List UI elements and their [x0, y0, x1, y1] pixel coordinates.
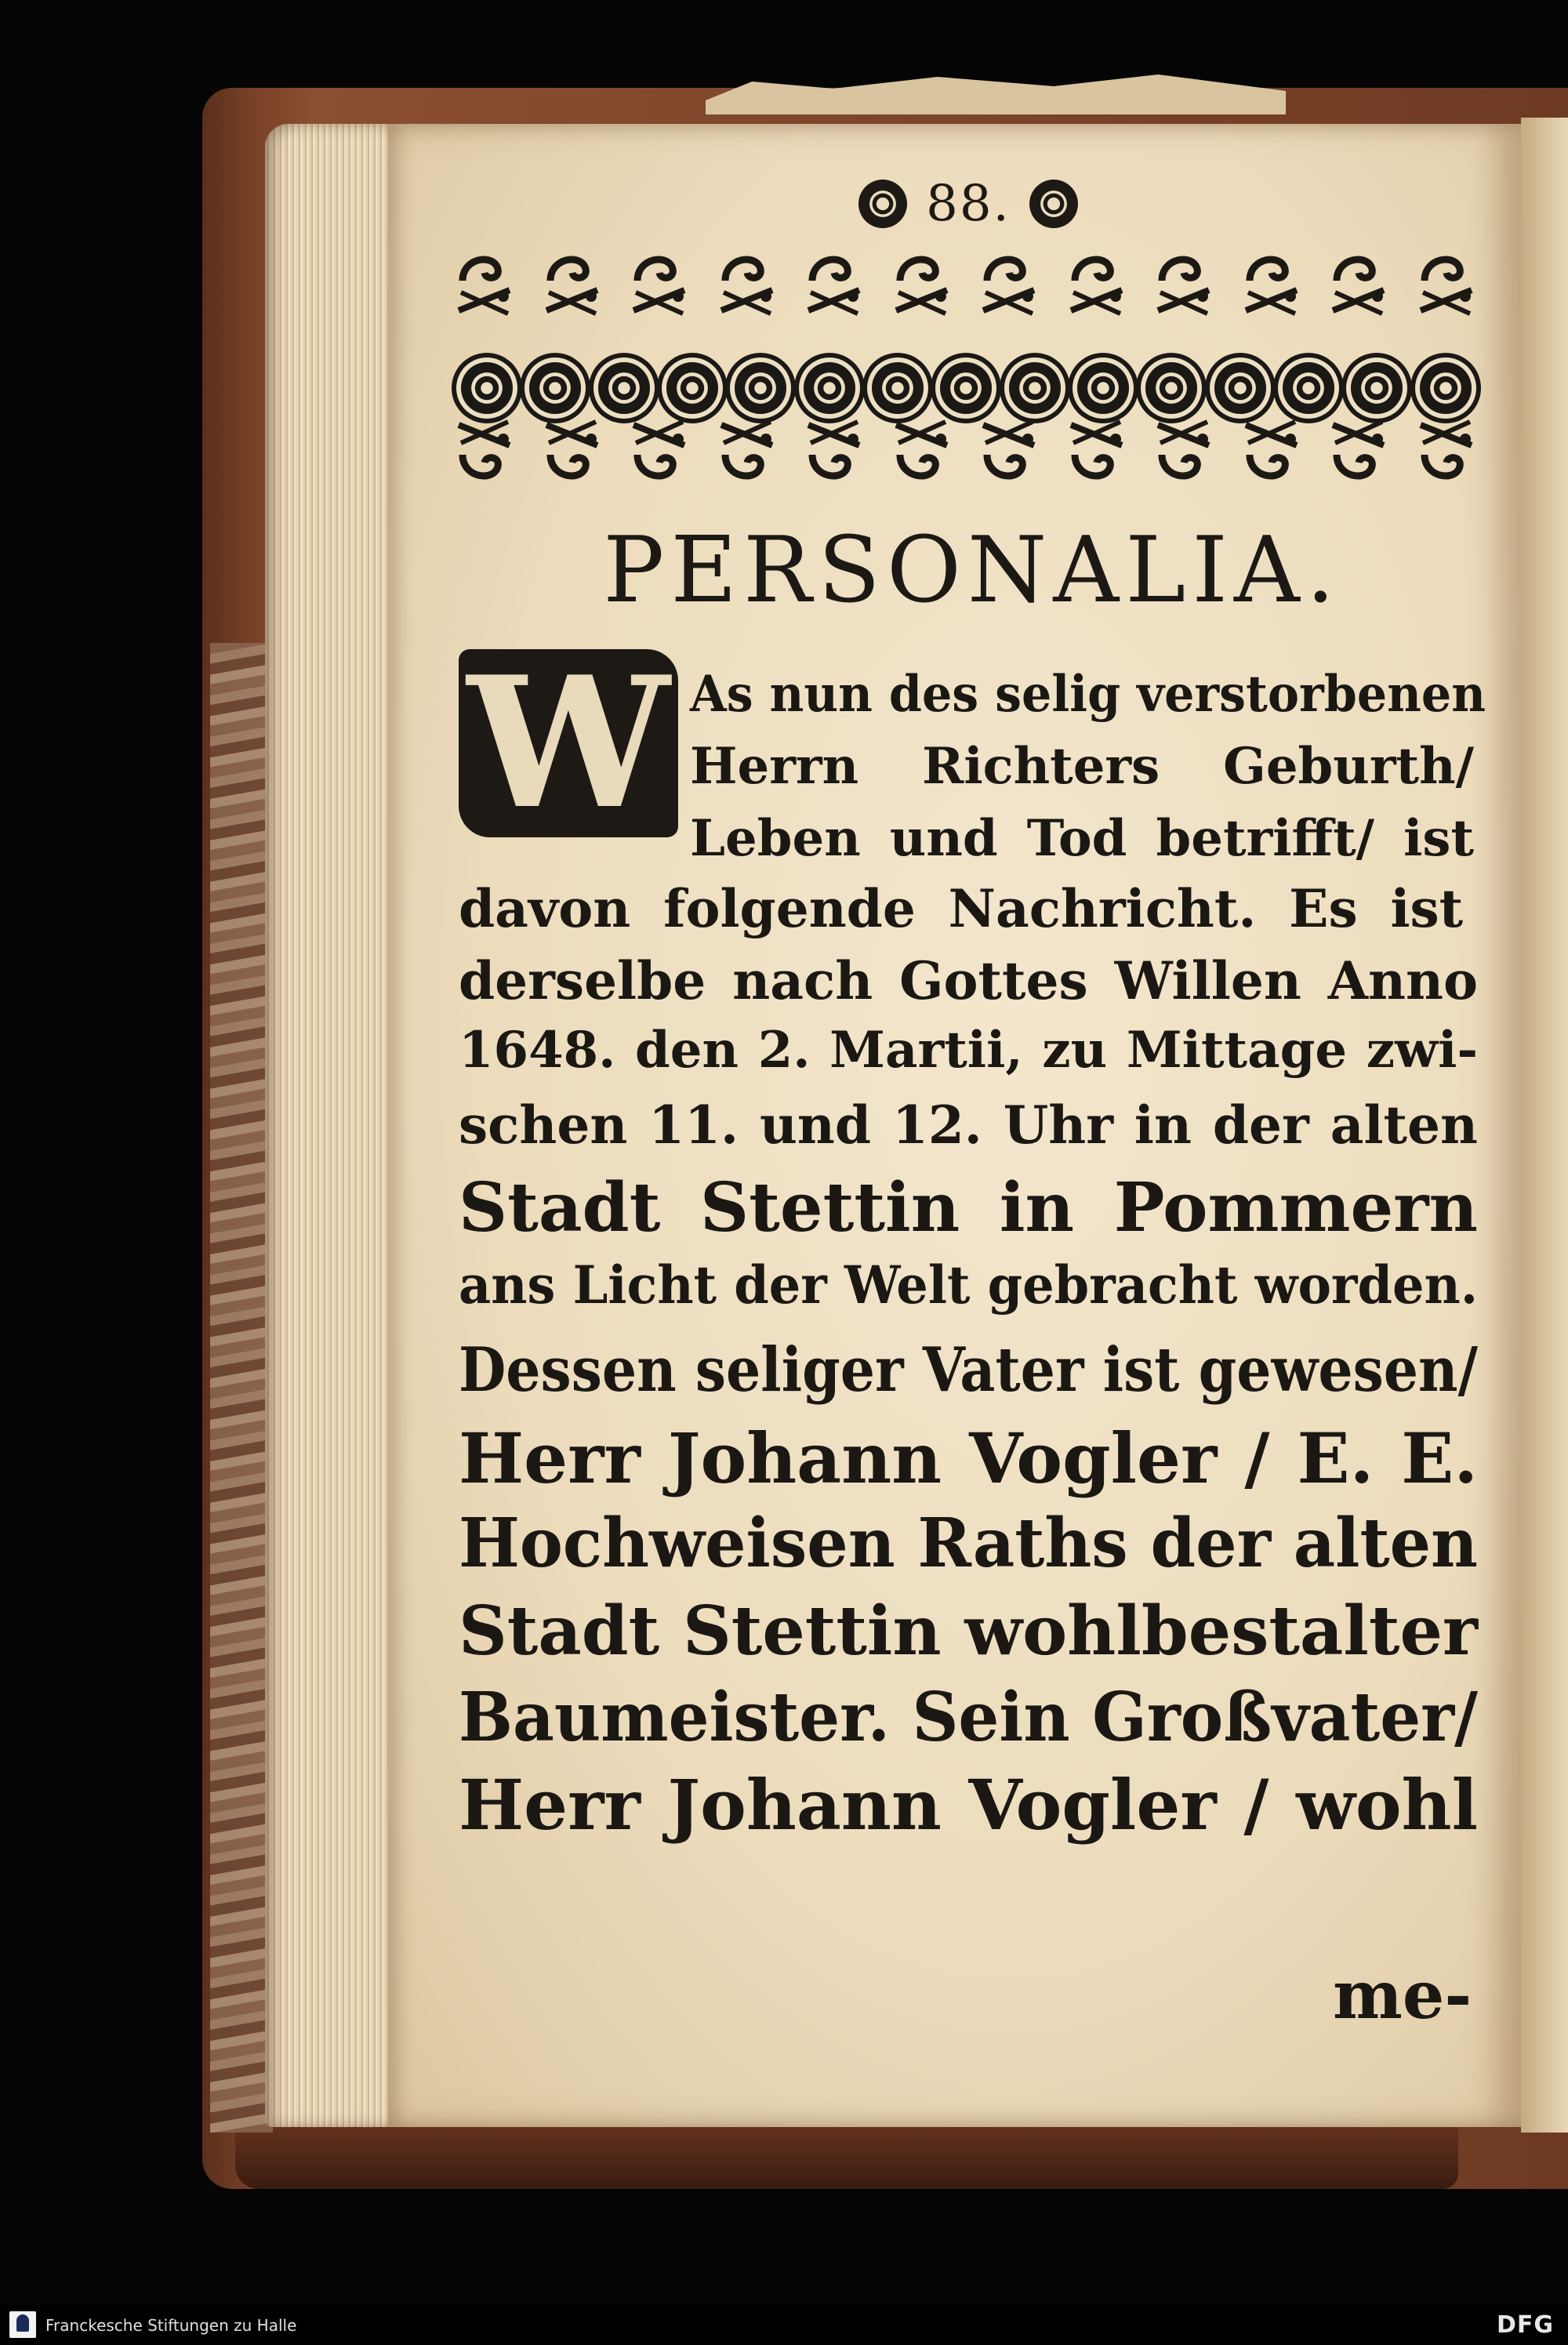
gear-ornament-icon: [735, 362, 786, 414]
text-line: Dessen seliger Vater ist gewesen/: [459, 1334, 1478, 1406]
torn-paper-top: [706, 67, 1286, 114]
institution-name: Franckesche Stiftungen zu Halle: [45, 2316, 297, 2335]
flourish-ornament-icon: [1329, 416, 1390, 486]
logo-mark: [16, 2314, 29, 2332]
ornament-border-bottom: [455, 416, 1478, 486]
page-number: 88.: [926, 175, 1011, 233]
gear-ornament-icon: [1214, 362, 1266, 414]
flourish-ornament-icon: [717, 249, 779, 320]
flourish-ornament-icon: [804, 416, 866, 486]
footer-bar: [0, 2305, 1568, 2345]
text-line: schen 11. und 12. Uhr in der alten: [459, 1094, 1478, 1156]
text-line: ans Licht der Welt gebracht worden.: [459, 1254, 1478, 1316]
page-edges: [265, 124, 398, 2127]
flourish-ornament-icon: [1417, 416, 1478, 486]
text-line: Herr Johann Vogler / wohl: [459, 1764, 1478, 1846]
flourish-ornament-icon: [717, 416, 779, 486]
gear-ornament-icon: [804, 362, 855, 414]
book-cover-bottom: [235, 2117, 1458, 2189]
rosette-ornament-icon: [858, 180, 907, 228]
flourish-ornament-icon: [543, 416, 604, 486]
text-line: Stadt Stettin wohlbestalter: [459, 1592, 1478, 1671]
gear-ornament-icon: [666, 362, 718, 414]
dfg-logo: DFG: [1496, 2311, 1554, 2339]
text-line: Herr Johann Vogler / E. E.: [459, 1418, 1478, 1499]
rosette-ornament-icon: [1029, 180, 1078, 228]
flourish-ornament-icon: [979, 416, 1040, 486]
flourish-ornament-icon: [543, 249, 604, 320]
catchword: me-: [1333, 1956, 1472, 2034]
flourish-ornament-icon: [1067, 249, 1128, 320]
text-line: As nun des selig verstorbenen: [690, 665, 1486, 724]
text-line: Baumeister. Sein Großvater/: [459, 1678, 1478, 1757]
gear-ornament-icon: [1351, 362, 1403, 414]
marbled-endpaper: [210, 643, 273, 2133]
drop-cap-letter: W: [466, 637, 670, 849]
gear-ornament-icon: [598, 362, 650, 414]
section-heading: PERSONALIA.: [603, 517, 1341, 623]
text-line: Herrn Richters Geburth/: [690, 737, 1474, 796]
text-line: derselbe nach Gottes Willen Anno: [459, 950, 1478, 1011]
gear-ornament-icon: [529, 362, 581, 414]
gear-ornament-icon: [461, 362, 513, 414]
text-line: Hochweisen Raths der alten: [459, 1504, 1478, 1583]
ornament-border-gears: [455, 362, 1478, 414]
drop-cap: [459, 637, 678, 849]
flourish-ornament-icon: [1242, 416, 1303, 486]
text-line: 1648. den 2. Martii, zu Mittage zwi-: [459, 1021, 1478, 1080]
flourish-ornament-icon: [892, 416, 953, 486]
flourish-ornament-icon: [455, 249, 516, 320]
flourish-ornament-icon: [630, 249, 691, 320]
gear-ornament-icon: [1009, 362, 1061, 414]
flourish-ornament-icon: [630, 416, 691, 486]
flourish-ornament-icon: [455, 416, 516, 486]
flourish-ornament-icon: [1067, 416, 1128, 486]
flourish-ornament-icon: [892, 249, 953, 320]
page-header: [843, 169, 1094, 239]
flourish-ornament-icon: [979, 249, 1040, 320]
gear-ornament-icon: [940, 362, 992, 414]
flourish-ornament-icon: [1242, 249, 1303, 320]
institution-logo-icon: [9, 2311, 36, 2338]
flourish-ornament-icon: [804, 249, 866, 320]
gear-ornament-icon: [1283, 362, 1334, 414]
text-line: Leben und Tod betrifft/ ist: [690, 809, 1474, 868]
ornament-border-top: [455, 249, 1478, 320]
text-line: Stadt Stettin in Pommern: [459, 1168, 1478, 1247]
flourish-ornament-icon: [1154, 416, 1215, 486]
gear-ornament-icon: [1420, 362, 1472, 414]
gear-ornament-icon: [1145, 362, 1197, 414]
gear-ornament-icon: [872, 362, 924, 414]
flourish-ornament-icon: [1329, 249, 1390, 320]
gear-ornament-icon: [1077, 362, 1129, 414]
text-line: davon folgende Nachricht. Es ist: [459, 878, 1464, 939]
flourish-ornament-icon: [1154, 249, 1215, 320]
next-page-edge: [1521, 118, 1568, 2133]
flourish-ornament-icon: [1417, 249, 1478, 320]
